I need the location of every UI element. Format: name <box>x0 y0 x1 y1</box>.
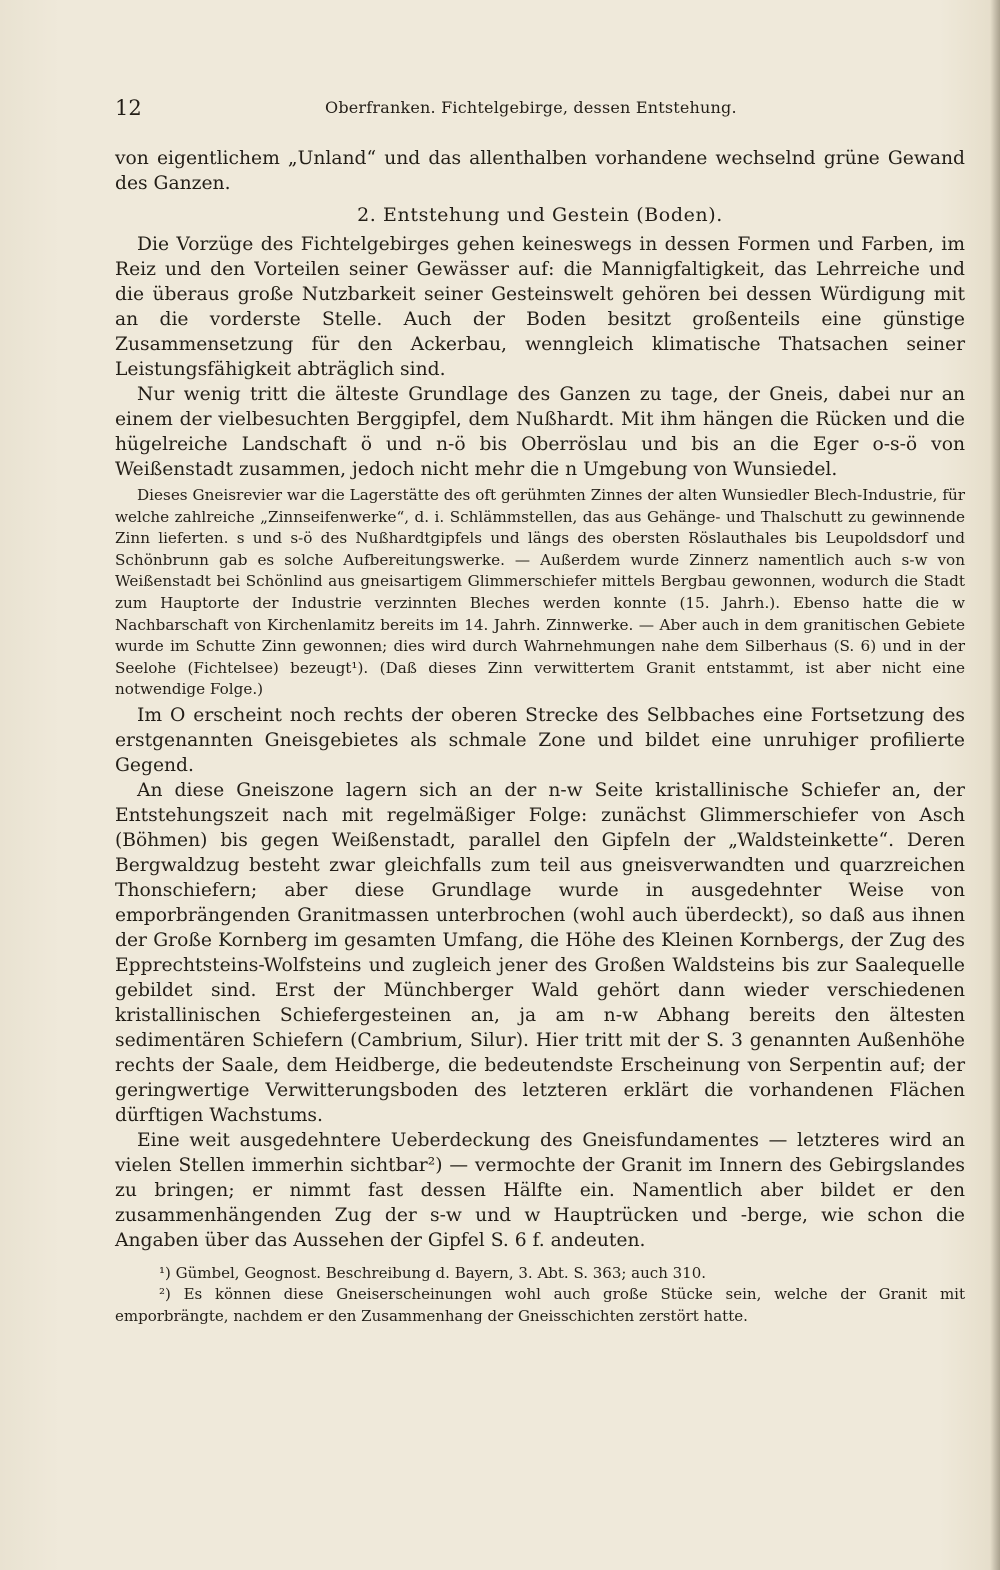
body-text-intro <box>115 146 965 196</box>
footnotes <box>115 1263 965 1328</box>
section-heading: 2. Entstehung und Gestein (Boden). <box>357 204 723 226</box>
paragraph: Nur wenig tritt die älteste Grundlage des Ganzen zu tage, der Gneis, dabei nur an einem der vielbesuchten Berggipfel, dem Nußhardt. Mit ihm hängen die Rücken und die hügelreiche Landschaft ö und n-ö bis Oberröslau und bis an die Eger o-s-ö von Weißenstadt zusammen, jedoch nicht mehr die n Umgebung von Wunsiedel. <box>115 384 965 480</box>
running-title: Oberfranken. Fichtelgebirge, dessen Entstehung. <box>325 98 737 117</box>
small-print-note <box>115 485 965 701</box>
footnote: ²) Es können diese Gneiserscheinungen wohl auch große Stücke sein, welche der Granit mit emporbrängte, nachdem er den Zusammenhang der Gneisschichten zerstört hatte. <box>115 1285 965 1325</box>
small-paragraph: Dieses Gneisrevier war die Lagerstätte des oft gerühmten Zinnes der alten Wunsiedler Blech-Industrie, für welche zahlreiche „Zinnseifenwerke“, d. i. Schlämmstellen, das aus Gehänge- und Thalschutt zu gewinnende Zinn lieferten. s und s-ö des Nußhardtgipfels und längs des obersten Röslauthales bis Leupoldsdorf und Schönbrunn gab es solche Aufbereitungswerke. — Außerdem wurde Zinnerz namentlich auch s-w von Weißenstadt bei Schönlind aus gneisartigem Glimmerschiefer mittels Bergbau gewonnen, wodurch die Stadt zum Hauptorte der Industrie verzinnten Bleches werden konnte (15. Jahrh.). Ebenso hatte die w Nachbarschaft von Kirchenlamitz bereits im 14. Jahrh. Zinnwerke. — Aber auch in dem granitischen Gebiete wurde im Schutte Zinn gewonnen; dies wird durch Wahrnehmungen nahe dem Silberhaus (S. 6) und in der Seelohe (Fichtelsee) bezeugt¹). (Daß dieses Zinn verwittertem Granit entstammt, ist aber nicht eine notwendige Folge.) <box>115 486 965 699</box>
paragraph: Eine weit ausgedehntere Ueberdeckung des Gneisfundamentes — letzteres wird an vielen Stellen immerhin sichtbar²) — vermochte der Granit im Innern des Gebirgslandes zu bringen; er nimmt fast dessen Hälfte ein. Namentlich aber bildet er den zusammenhängenden Zug der s-w und w Hauptrücken und -berge, wie schon die Angaben über das Aussehen der Gipfel S. 6 f. andeuten. <box>115 1129 965 1251</box>
page-number: 12 <box>115 96 142 120</box>
page-content <box>115 146 965 1327</box>
body-text-continued <box>115 703 965 1253</box>
paragraph: von eigentlichem „Unland“ und das allenthalben vorhandene wechselnd grüne Gewand des Ganzen. <box>115 148 965 194</box>
paragraph: Im O erscheint noch rechts der oberen Strecke des Selbbaches eine Fortsetzung des erstgenannten Gneisgebietes als schmale Zone und bildet eine unruhiger profilierte Gegend. <box>115 704 965 776</box>
paragraph: Die Vorzüge des Fichtelgebirges gehen keineswegs in dessen Formen und Farben, im Reiz und den Vorteilen seiner Gewässer auf: die Mannigfaltigkeit, das Lehrreiche und die überaus große Nutzbarkeit seiner Gesteinswelt gehören bei dessen Würdigung mit an die vorderste Stelle. Auch der Boden besitzt großenteils eine günstige Zusammensetzung für den Ackerbau, wenngleich klimatische Thatsachen seiner Leistungsfähigkeit abträglich sind. <box>115 234 965 380</box>
body-text-main <box>115 232 965 482</box>
page-header <box>115 96 965 126</box>
footnote: ¹) Gümbel, Geognost. Beschreibung d. Bayern, 3. Abt. S. 363; auch 310. <box>159 1263 707 1282</box>
paragraph: An diese Gneiszone lagern sich an der n-w Seite kristallinische Schiefer an, der Entstehungszeit nach mit regelmäßiger Folge: zunächst Glimmerschiefer von Asch (Böhmen) bis gegen Weißenstadt, parallel den Gipfeln der „Waldsteinkette“. Deren Bergwaldzug besteht zwar gleichfalls zum teil aus gneisverwandten und quarzreichen Thonschiefern; aber diese Grundlage wurde in ausgedehnter Weise von emporbrängenden Granitmassen unterbrochen (wohl auch überdeckt), so daß aus ihnen der Große Kornberg im gesamten Umfang, die Höhe des Kleinen Kornbergs, der Zug des Epprechtsteins-Wolfsteins und zugleich jener des Großen Waldsteins bis zur Saalequelle gebildet sind. Erst der Münchberger Wald gehört dann wieder verschiedenen kristallinischen Schiefergesteinen an, ja am n-w Abhang bereits den ältesten sedimentären Schiefern (Cambrium, Silur). Hier tritt mit der S. 3 genannten Außenhöhe rechts der Saale, dem Heidberge, die bedeutendste Erscheinung von Serpentin auf; der geringwertige Verwitterungsboden des letzteren erklärt die vorhandenen Flächen dürftigen Wachstums. <box>115 779 965 1126</box>
page-edge-shadow <box>990 0 1000 1570</box>
